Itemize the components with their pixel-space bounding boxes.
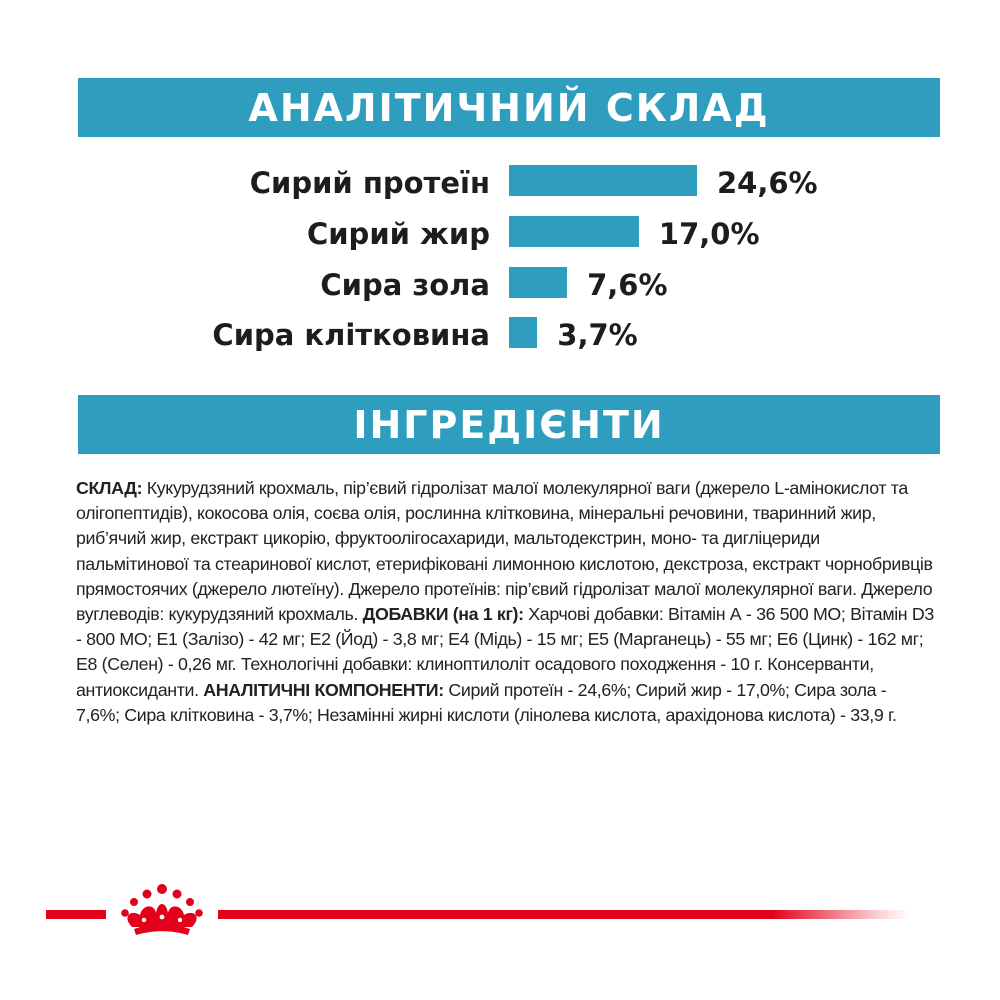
analysis-row-fat [0,214,1000,254]
analysis-title: АНАЛІТИЧНИЙ СКЛАД [248,85,770,130]
crown-icon [112,883,212,943]
analysis-row-fiber [0,315,1000,355]
composition-label: СКЛАД: [76,478,143,498]
analysis-label: Сира клітковина [212,318,490,352]
additives-label: ДОБАВКИ (на 1 кг): [362,604,524,625]
components-text: Сирий протеїн - 24,6%; Сирий жир - 17,0%; Сира зола - 7,6%; Сира клітковина - 3,7%; Незамінні жирні кислоти (лінолева кислота, арахідонова кислота) - 33,9 г. [76,679,897,725]
analysis-bar [509,317,537,348]
analysis-row-ash [0,265,1000,305]
analysis-row-protein [0,163,1000,203]
analysis-label: Сирий протеїн [249,166,490,200]
ingredients-text [76,476,934,728]
footer-line-left [46,910,106,919]
analysis-label: Сирий жир [306,217,490,251]
analysis-value: 7,6% [587,268,668,302]
footer-line-right [218,910,910,919]
analysis-value: 17,0% [658,217,760,251]
analysis-value: 3,7% [557,318,638,352]
analysis-bar [509,267,567,298]
analysis-banner [78,78,940,137]
ingredients-title: ІНГРЕДІЄНТИ [353,402,665,447]
additives-text: Харчові добавки: Вітамін А - 36 500 МО; Вітамін D3 - 800 МО; Е1 (Залізо) - 42 мг; Е2 (Йод) - 3,8 мг; Е4 (Мідь) - 15 мг; Е5 (Марганець) - 55 мг; Е6 (Цинк) - 162 мг; Е8 (Селен) - 0,26 мг. Технологічні добавки: клиноптилоліт осадового походження - 10 г. Консерванти, антиоксиданти. [76,604,934,700]
analysis-value: 24,6% [717,166,818,200]
composition-text: Кукурудзяний крохмаль, пір’євий гідролізат малої молекулярної ваги (джерело L-амінокислот та олігопептидів), кокосова олія, соєва олія, рослинна клітковина, мінеральні речовини, тваринний жир, риб’ячий жир, екстракт цикорію, фруктоолігосахариди, мальтодекстрин, моно- та дигліцериди пальмітинової та стеаринової кислот, етерифіковані лимонною кислотою, декстроза, екстракт чорнобривців прямостоячих (джерело лютеїну). Джерело протеїнів: пір’євий гідролізат малої молекулярної ваги. Джерело вуглеводів: кукурудзяний крохмаль. [76,478,933,625]
analysis-bar [509,216,639,247]
analysis-bar [509,165,697,196]
analysis-label: Сира зола [320,268,490,302]
ingredients-banner [78,395,940,454]
components-label: АНАЛІТИЧНІ КОМПОНЕНТИ: [203,679,444,700]
